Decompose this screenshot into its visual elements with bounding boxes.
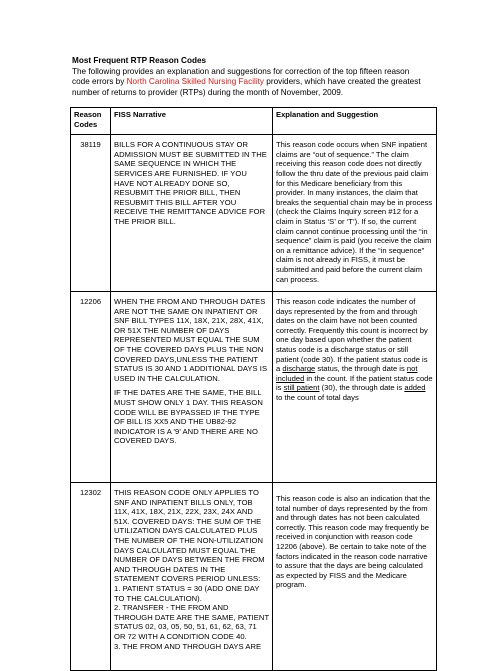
expl-text: (30), the through date is [319,383,405,393]
reason-code: 12302 [71,483,111,671]
expl-underlined: discharge [282,364,316,374]
expl-text: to the count of total days [276,393,359,403]
expl-text: This reason code indicates the number of days represented by the from and through dates on the claim have not been counted correctly. Frequently this count is incorrect by one day based upon whether the patient status code is a discharge status or still patient (code 30). If the patient status code is a [276,297,428,374]
document-title: Most Frequent RTP Reason Codes [72,56,207,65]
explanation [273,483,437,671]
reason-codes-table [70,107,437,671]
reason-code: 12206 [71,292,111,483]
expl-underlined: added [404,383,426,393]
intro-line-1: The following provides an explanation and suggestions for correction of the top fifteen reason [72,66,410,76]
intro-section [72,56,432,98]
expl-text: status, the through date is [315,364,407,374]
expl-underlined: not included [276,364,418,383]
table-header-row [71,108,437,135]
header-reason-codes: Reason Codes [71,108,111,135]
expl-underlined: still patient [283,383,320,393]
fiss-paragraph: 2. TRANSFER - THE FROM AND THROUGH DATE ARE THE SAME, PATIENT STATUS 02, 03, 05, 50, 51, 61, 62, 63, 71 OR 72 WITH A CONDITION CODE 40. [114,603,270,641]
explanation-paragraph: This reason code is also an indication that the total number of days represented by the from and through dates has not been calculated correctly. This reason code may frequently be received in conjunction with reason code 12206 (above). Be certain to take note of the factors indicated in the reason code narrative to assure that the days are being calculated as expected by FISS and the Medicare program. [276,494,431,590]
table-row [71,135,437,292]
intro-line-2 [72,77,432,88]
fiss-paragraph: IF THE DATES ARE THE SAME, THE BILL MUST SHOW ONLY 1 DAY. THIS REASON CODE WILL BE BYPASSED IF THE TYPE OF BILL IS XX5 AND THE UB82-92 INDICATOR IS A '9' AND THERE ARE NO COVERED DAYS. [114,388,263,446]
explanation [273,135,437,292]
fiss-paragraph: 1. PATIENT STATUS = 30 (ADD ONE DAY TO THE CALCULATION). [114,584,260,603]
table-row [71,292,437,483]
table-row [71,483,437,671]
explanation-paragraph [276,297,433,403]
header-explanation: Explanation and Suggestion [273,108,437,135]
intro-line-3: number of returns to provider (RTPs) during the month of November, 2009. [72,87,344,97]
fiss-narrative [111,135,273,292]
reason-code: 38119 [71,135,111,292]
fiss-narrative [111,483,273,671]
fiss-paragraph: BILLS FOR A CONTINUOUS STAY OR ADMISSION MUST BE SUBMITTED IN THE SAME SEQUENCE IN WHICH THE SERVICES ARE FURNISHED. IF YOU HAVE NOT ALREADY DONE SO, RESUBMIT THE PRIOR BILL, THEN RESUBMIT THIS BILL AFTER YOU RECEIVE THE REMITTANCE ADVICE FOR THE PRIOR BILL. [114,140,267,226]
fiss-paragraph: WHEN THE FROM AND THROUGH DATES ARE NOT THE SAME ON INPATIENT OR SNF BILL TYPES 11X, 18X, 21X, 28X, 41X, OR 51X THE NUMBER OF DAYS REPRESENTED MUST EQUAL THE SUM OF THE COVERED DAYS PLUS THE NON COVERED DAYS,UNLESS THE PATIENT STATUS IS 30 AND 1 ADDITIONAL DAYS IS USED IN THE CALCULATION. [114,297,268,383]
expl-text: in the count. If the patient status code is [276,373,433,393]
fiss-paragraph: 3. THE FROM AND THROUGH DAYS ARE [114,641,262,651]
fiss-narrative [111,292,273,483]
explanation [273,292,437,483]
intro-line-2a: code errors by [72,77,127,87]
intro-line-2b: providers, which have created the greatest [264,77,421,87]
header-fiss-narrative: FISS Narrative [111,108,273,135]
explanation-paragraph: This reason code occurs when SNF inpatient claims are “out of sequence.” The claim receiving this reason code does not directly follow the thru date of the previous paid claim for this Medicare beneficiary from this provider. In many instances, the claim that breaks the sequential chain may be in process (check the Claims Inquiry screen #12 for a claim in Status ‘S’ or ‘T’). If so, the current claim cannot continue processing until the “in sequence” claim is paid (you receive the claim on a remittance advice). If the “in sequence” claim is not already in FISS, it must be submitted and paid before the current claim can process. [276,140,433,284]
provider-highlight: North Carolina Skilled Nursing Facility [126,77,265,87]
fiss-paragraph: THIS REASON CODE ONLY APPLIES TO SNF AND INPATIENT BILLS ONLY, TOB 11X, 41X, 18X, 21X, 22X, 23X, 24X AND 51X. COVERED DAYS: THE SUM OF THE UTILIZATION DAYS CALCULATED PLUS THE NUMBER OF THE NON-UTILIZATION DAYS CALCULATED MUST EQUAL THE NUMBER OF DAYS BETWEEN THE FROM AND THROUGH DATES IN THE STATEMENT COVERS PERIOD UNLESS: [114,488,265,584]
